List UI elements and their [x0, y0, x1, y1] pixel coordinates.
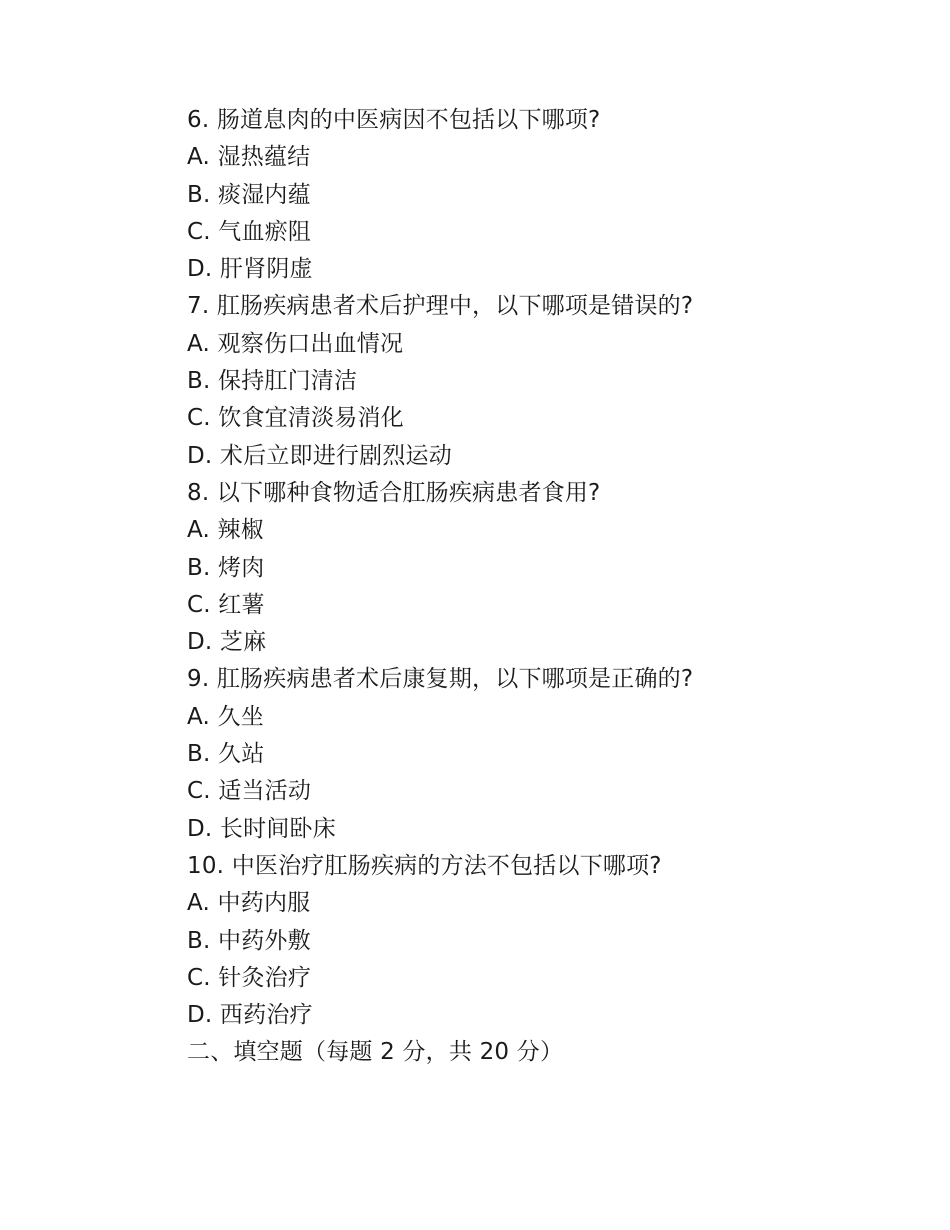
option-a: A. 久坐 [187, 703, 264, 730]
option-d: D. 芝麻 [187, 629, 267, 656]
option-a: A. 中药内服 [187, 890, 311, 917]
question-9 [187, 661, 887, 847]
question-stem: 6. 肠道息肉的中医病因不包括以下哪项? [187, 107, 601, 133]
option-c: C. 适当活动 [187, 778, 312, 805]
option-c: C. 气血瘀阻 [187, 218, 312, 245]
exam-content [187, 102, 887, 1072]
option-a: A. 观察伤口出血情况 [187, 330, 404, 357]
question-8 [187, 475, 887, 661]
option-b: B. 保持肛门清洁 [187, 368, 358, 395]
question-10 [187, 848, 887, 1034]
question-6 [187, 102, 887, 288]
option-b: B. 烤肉 [187, 554, 265, 581]
option-b: B. 中药外敷 [187, 927, 311, 954]
question-stem: 10. 中医治疗肛肠疾病的方法不包括以下哪项? [187, 852, 662, 879]
option-c: C. 饮食宜清淡易消化 [187, 405, 404, 432]
option-d: D. 长时间卧床 [187, 815, 336, 842]
question-7 [187, 288, 887, 474]
option-d: D. 术后立即进行剧烈运动 [187, 442, 452, 469]
option-a: A. 湿热蕴结 [187, 144, 311, 171]
section-heading: 二、填空题（每题 2 分，共 20 分） [187, 1039, 564, 1066]
option-b: B. 久站 [187, 741, 265, 768]
option-d: D. 肝肾阴虚 [187, 256, 313, 283]
question-stem: 9. 肛肠疾病患者术后康复期，以下哪项是正确的? [187, 666, 694, 693]
option-a: A. 辣椒 [187, 517, 264, 544]
option-b: B. 痰湿内蕴 [187, 181, 311, 208]
option-c: C. 针灸治疗 [187, 964, 312, 991]
question-stem: 7. 肛肠疾病患者术后护理中，以下哪项是错误的? [187, 293, 694, 320]
option-c: C. 红薯 [187, 591, 265, 618]
option-d: D. 西药治疗 [187, 1002, 313, 1029]
question-stem: 8. 以下哪种食物适合肛肠疾病患者食用? [187, 479, 601, 506]
